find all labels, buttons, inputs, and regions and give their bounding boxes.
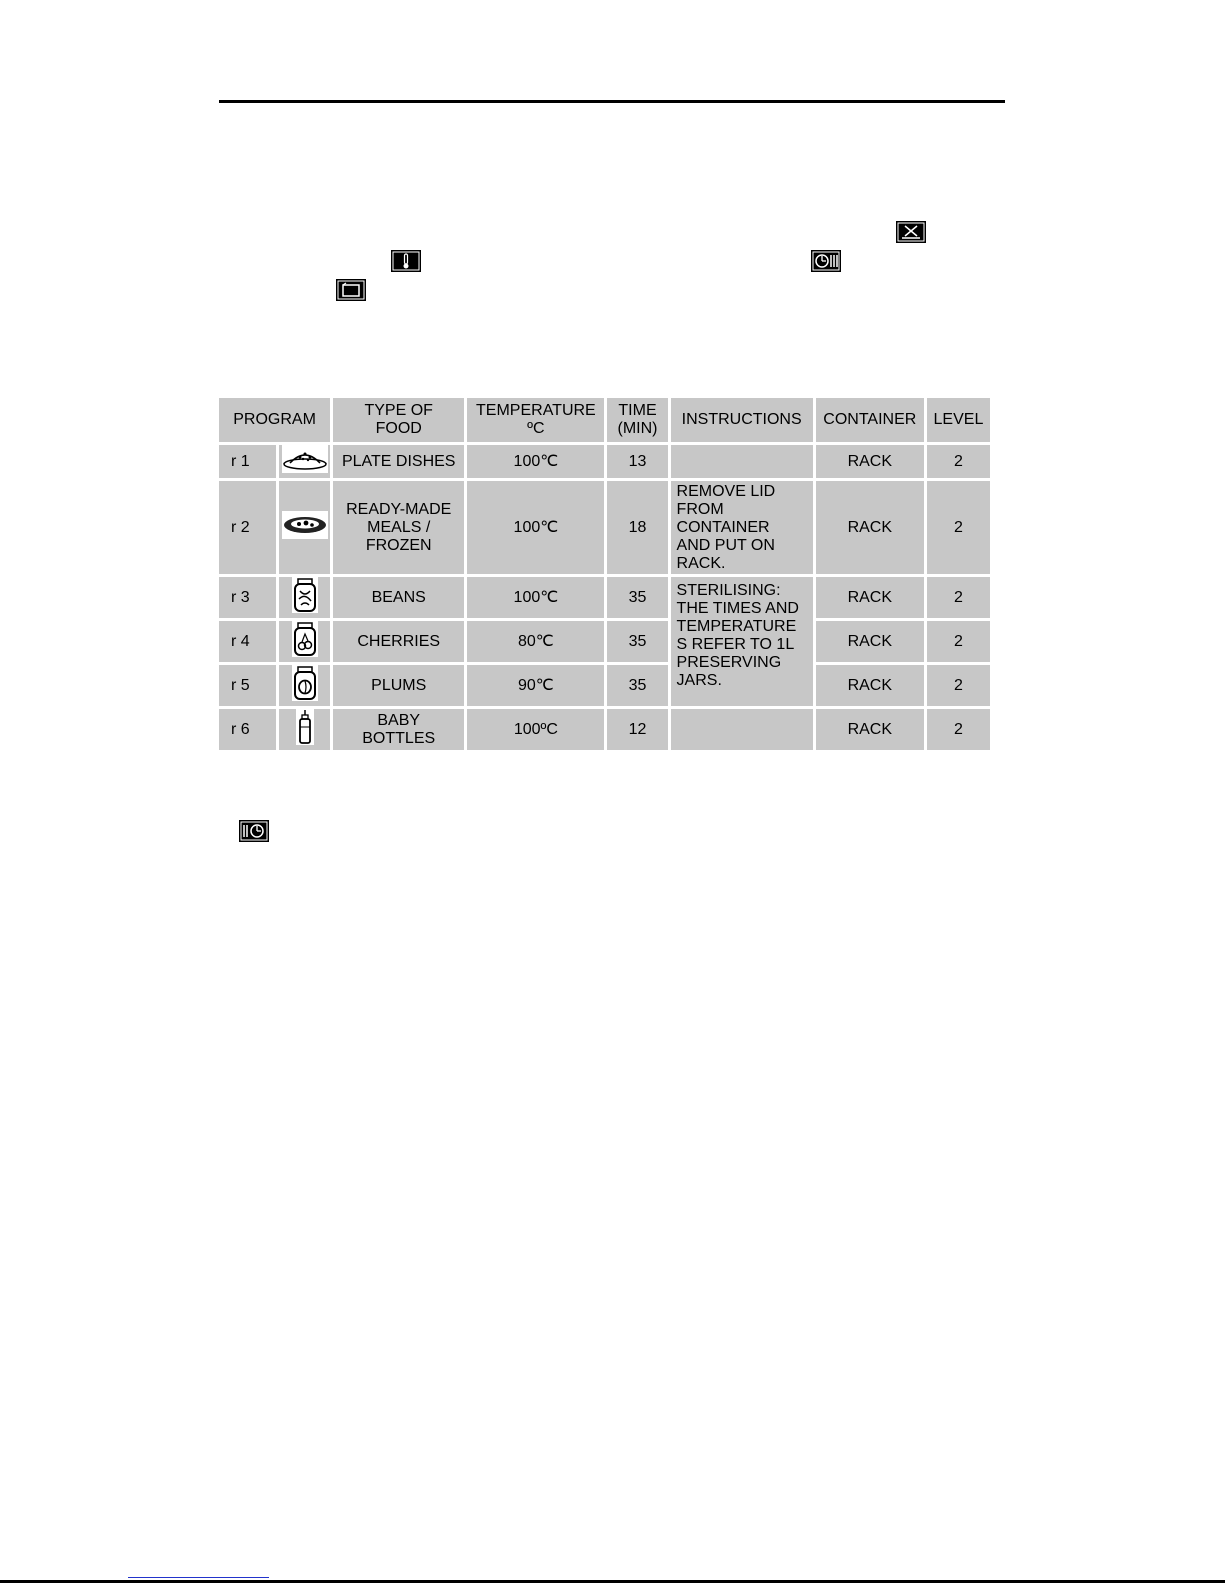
temperature: 80℃ (467, 621, 604, 662)
temperature: 100℃ (467, 577, 604, 618)
container: RACK (816, 621, 924, 662)
header-temperature: TEMPERATURE ºC (467, 398, 604, 442)
instructions-sterilising: STERILISING: THE TIMES AND TEMPERATURE S REFER TO 1L PRESERVING JARS. (671, 577, 813, 706)
jar-cherries-icon (279, 621, 330, 662)
food-type: PLATE DISHES (333, 445, 464, 478)
header-level: LEVEL (927, 398, 990, 442)
temperature: 100℃ (467, 481, 604, 574)
food-type: CHERRIES (333, 621, 464, 662)
header-instructions: INSTRUCTIONS (671, 398, 813, 442)
level: 2 (927, 709, 990, 750)
level: 2 (927, 621, 990, 662)
container: RACK (816, 665, 924, 706)
container: RACK (816, 577, 924, 618)
baby-bottle-icon (279, 709, 330, 750)
defrost-icon (896, 221, 926, 243)
table-row (219, 709, 990, 750)
table-row (219, 445, 990, 478)
footer-rule (0, 1580, 1225, 1583)
program-code: r 5 (219, 665, 276, 706)
food-type: PLUMS (333, 665, 464, 706)
temperature: 90℃ (467, 665, 604, 706)
jar-beans-icon (279, 577, 330, 618)
top-rule (219, 100, 1005, 103)
food-type: READY-MADE MEALS / FROZEN (333, 481, 464, 574)
program-code: r 1 (219, 445, 276, 478)
meal-icon (279, 481, 330, 574)
thermometer-icon (391, 250, 421, 272)
footer-link-underline (128, 1577, 269, 1578)
jar-plums-icon (279, 665, 330, 706)
container: RACK (816, 481, 924, 574)
level: 2 (927, 445, 990, 478)
program-code: r 2 (219, 481, 276, 574)
table-row (219, 665, 990, 706)
program-code: r 6 (219, 709, 276, 750)
level: 2 (927, 481, 990, 574)
time: 12 (607, 709, 667, 750)
instructions-empty (671, 709, 813, 750)
table-header-row (219, 398, 990, 442)
instructions-empty (671, 445, 813, 478)
level: 2 (927, 577, 990, 618)
time: 35 (607, 577, 667, 618)
header-program: PROGRAM (219, 398, 330, 442)
table-row (219, 577, 990, 618)
program-code: r 4 (219, 621, 276, 662)
container: RACK (816, 445, 924, 478)
instructions-remove-lid: REMOVE LID FROM CONTAINER AND PUT ON RACK. (671, 481, 813, 574)
end-time-icon (239, 820, 269, 842)
temperature: 100ºC (467, 709, 604, 750)
timer-icon (811, 250, 841, 272)
time: 18 (607, 481, 667, 574)
header-time: TIME (MIN) (607, 398, 667, 442)
header-type-of-food: TYPE OF FOOD (333, 398, 464, 442)
plate-icon (279, 445, 330, 478)
table-row (219, 481, 990, 574)
container-icon (336, 279, 366, 301)
table-row (219, 621, 990, 662)
program-code: r 3 (219, 577, 276, 618)
level: 2 (927, 665, 990, 706)
food-type: BEANS (333, 577, 464, 618)
food-type: BABY BOTTLES (333, 709, 464, 750)
time: 35 (607, 621, 667, 662)
time: 35 (607, 665, 667, 706)
time: 13 (607, 445, 667, 478)
header-container: CONTAINER (816, 398, 924, 442)
program-table (216, 395, 993, 753)
container: RACK (816, 709, 924, 750)
temperature: 100℃ (467, 445, 604, 478)
